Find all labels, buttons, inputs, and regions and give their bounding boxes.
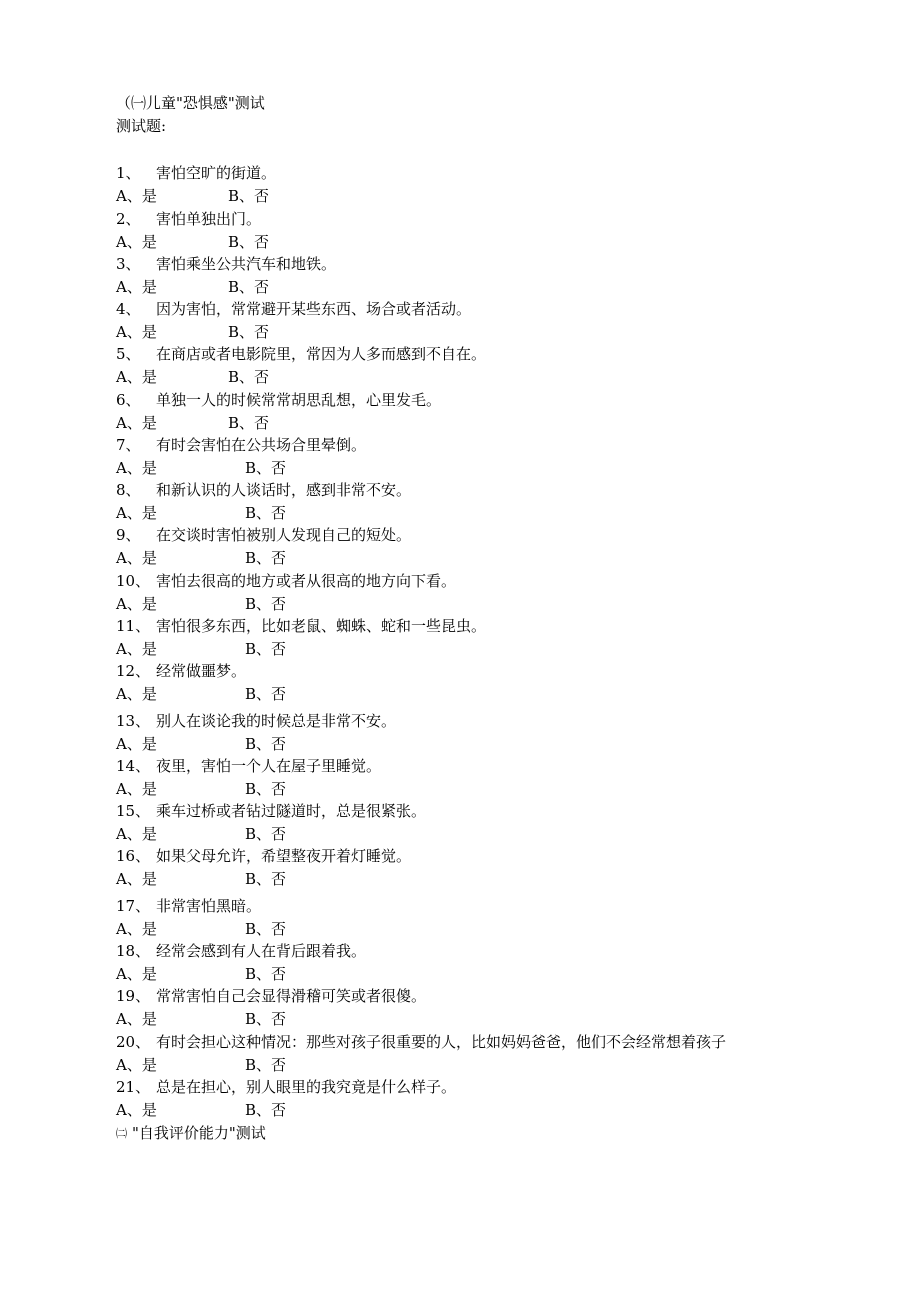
answer-options — [116, 1056, 287, 1074]
section-marker: ㈡ — [116, 1127, 127, 1140]
option-yes: A、是 — [116, 459, 157, 477]
document-title: （㈠儿童"恐惧感"测试 — [116, 94, 265, 112]
answer-options — [116, 640, 287, 658]
option-yes: A、是 — [116, 595, 157, 613]
option-no: B、否 — [228, 368, 270, 386]
question-item — [116, 481, 411, 499]
question-number: 18、 — [116, 942, 151, 960]
option-no: B、否 — [228, 187, 270, 205]
question-text: 因为害怕，常常避开某些东西、场合或者活动。 — [156, 300, 472, 318]
answer-options — [116, 233, 270, 251]
option-yes: A、是 — [116, 233, 157, 251]
question-item — [116, 210, 261, 228]
question-number: 1、 — [116, 164, 141, 182]
question-number: 2、 — [116, 210, 141, 228]
answer-options — [116, 685, 287, 703]
option-yes: A、是 — [116, 920, 157, 938]
option-no: B、否 — [245, 1101, 287, 1119]
option-no: B、否 — [228, 323, 270, 341]
question-item — [116, 757, 381, 775]
option-yes: A、是 — [116, 1010, 157, 1028]
question-item — [116, 345, 486, 363]
question-number: 20、 — [116, 1033, 151, 1051]
question-item — [116, 662, 246, 680]
answer-options — [116, 323, 270, 341]
question-text: 别人在谈论我的时候总是非常不安。 — [156, 712, 397, 730]
question-item — [116, 712, 396, 730]
option-yes: A、是 — [116, 187, 157, 205]
option-yes: A、是 — [116, 735, 157, 753]
question-number: 12、 — [116, 662, 151, 680]
option-no: B、否 — [245, 549, 287, 567]
option-no: B、否 — [245, 965, 287, 983]
question-number: 10、 — [116, 572, 151, 590]
answer-options — [116, 504, 287, 522]
question-item — [116, 897, 261, 915]
question-text: 害怕乘坐公共汽车和地铁。 — [156, 255, 337, 273]
option-yes: A、是 — [116, 414, 157, 432]
question-text: 害怕单独出门。 — [156, 210, 262, 228]
question-item — [116, 526, 411, 544]
question-number: 8、 — [116, 481, 141, 499]
option-yes: A、是 — [116, 640, 157, 658]
answer-options — [116, 870, 287, 888]
question-number: 3、 — [116, 255, 141, 273]
option-no: B、否 — [245, 459, 287, 477]
question-item — [116, 391, 441, 409]
question-text: 在交谈时害怕被别人发现自己的短处。 — [156, 526, 412, 544]
question-text: 在商店或者电影院里，常因为人多而感到不自在。 — [156, 345, 487, 363]
option-no: B、否 — [245, 735, 287, 753]
question-text: 有时会害怕在公共场合里晕倒。 — [156, 436, 367, 454]
option-no: B、否 — [245, 870, 287, 888]
option-yes: A、是 — [116, 965, 157, 983]
option-yes: A、是 — [116, 278, 157, 296]
question-text: 夜里，害怕一个人在屋子里睡觉。 — [156, 757, 382, 775]
question-text: 和新认识的人谈话时，感到非常不安。 — [156, 481, 412, 499]
question-item — [116, 436, 366, 454]
question-number: 6、 — [116, 391, 141, 409]
question-text: 总是在担心，别人眼里的我究竟是什么样子。 — [156, 1078, 457, 1096]
question-number: 11、 — [116, 617, 151, 635]
question-text: 害怕去很高的地方或者从很高的地方向下看。 — [156, 572, 457, 590]
answer-options — [116, 780, 287, 798]
question-item — [116, 572, 456, 590]
option-no: B、否 — [245, 825, 287, 843]
question-text: 单独一人的时候常常胡思乱想，心里发毛。 — [156, 391, 442, 409]
option-yes: A、是 — [116, 368, 157, 386]
question-item — [116, 255, 336, 273]
question-text: 乘车过桥或者钻过隧道时，总是很紧张。 — [156, 802, 427, 820]
option-yes: A、是 — [116, 504, 157, 522]
option-yes: A、是 — [116, 549, 157, 567]
question-text: 有时会担心这种情况：那些对孩子很重要的人，比如妈妈爸爸，他们不会经常想着孩子 — [156, 1033, 727, 1051]
answer-options — [116, 735, 287, 753]
answer-options — [116, 1101, 287, 1119]
question-item — [116, 987, 426, 1005]
answer-options — [116, 549, 287, 567]
question-number: 7、 — [116, 436, 141, 454]
question-number: 15、 — [116, 802, 151, 820]
question-text: 害怕空旷的街道。 — [156, 164, 277, 182]
option-no: B、否 — [245, 640, 287, 658]
question-text: 非常害怕黑暗。 — [156, 897, 262, 915]
question-item — [116, 300, 471, 318]
option-no: B、否 — [228, 414, 270, 432]
option-yes: A、是 — [116, 323, 157, 341]
next-section-heading — [116, 1124, 266, 1142]
question-item — [116, 164, 276, 182]
question-text: 害怕很多东西，比如老鼠、蜘蛛、蛇和一些昆虫。 — [156, 617, 487, 635]
section-subtitle: 测试题: — [116, 117, 167, 135]
question-number: 21、 — [116, 1078, 151, 1096]
question-number: 14、 — [116, 757, 151, 775]
option-no: B、否 — [228, 278, 270, 296]
option-no: B、否 — [245, 920, 287, 938]
option-no: B、否 — [245, 685, 287, 703]
answer-options — [116, 187, 270, 205]
answer-options — [116, 414, 270, 432]
option-yes: A、是 — [116, 685, 157, 703]
question-number: 16、 — [116, 847, 151, 865]
option-no: B、否 — [245, 1010, 287, 1028]
answer-options — [116, 278, 270, 296]
option-no: B、否 — [245, 595, 287, 613]
question-item — [116, 617, 486, 635]
question-item — [116, 847, 411, 865]
question-number: 4、 — [116, 300, 141, 318]
option-yes: A、是 — [116, 1056, 157, 1074]
answer-options — [116, 459, 287, 477]
answer-options — [116, 920, 287, 938]
answer-options — [116, 368, 270, 386]
question-item — [116, 1078, 456, 1096]
question-text: 经常做噩梦。 — [156, 662, 247, 680]
question-number: 17、 — [116, 897, 151, 915]
question-item — [116, 802, 426, 820]
question-number: 5、 — [116, 345, 141, 363]
question-item — [116, 942, 366, 960]
next-section-title: "自我评价能力"测试 — [132, 1124, 266, 1142]
option-no: B、否 — [245, 780, 287, 798]
option-no: B、否 — [228, 233, 270, 251]
answer-options — [116, 825, 287, 843]
answer-options — [116, 595, 287, 613]
answer-options — [116, 1010, 287, 1028]
option-yes: A、是 — [116, 1101, 157, 1119]
option-yes: A、是 — [116, 870, 157, 888]
question-text: 经常会感到有人在背后跟着我。 — [156, 942, 367, 960]
option-no: B、否 — [245, 504, 287, 522]
option-yes: A、是 — [116, 780, 157, 798]
question-text: 如果父母允许，希望整夜开着灯睡觉。 — [156, 847, 412, 865]
answer-options — [116, 965, 287, 983]
question-item — [116, 1033, 726, 1051]
question-number: 19、 — [116, 987, 151, 1005]
question-number: 9、 — [116, 526, 141, 544]
option-yes: A、是 — [116, 825, 157, 843]
question-text: 常常害怕自己会显得滑稽可笑或者很傻。 — [156, 987, 427, 1005]
option-no: B、否 — [245, 1056, 287, 1074]
question-number: 13、 — [116, 712, 151, 730]
